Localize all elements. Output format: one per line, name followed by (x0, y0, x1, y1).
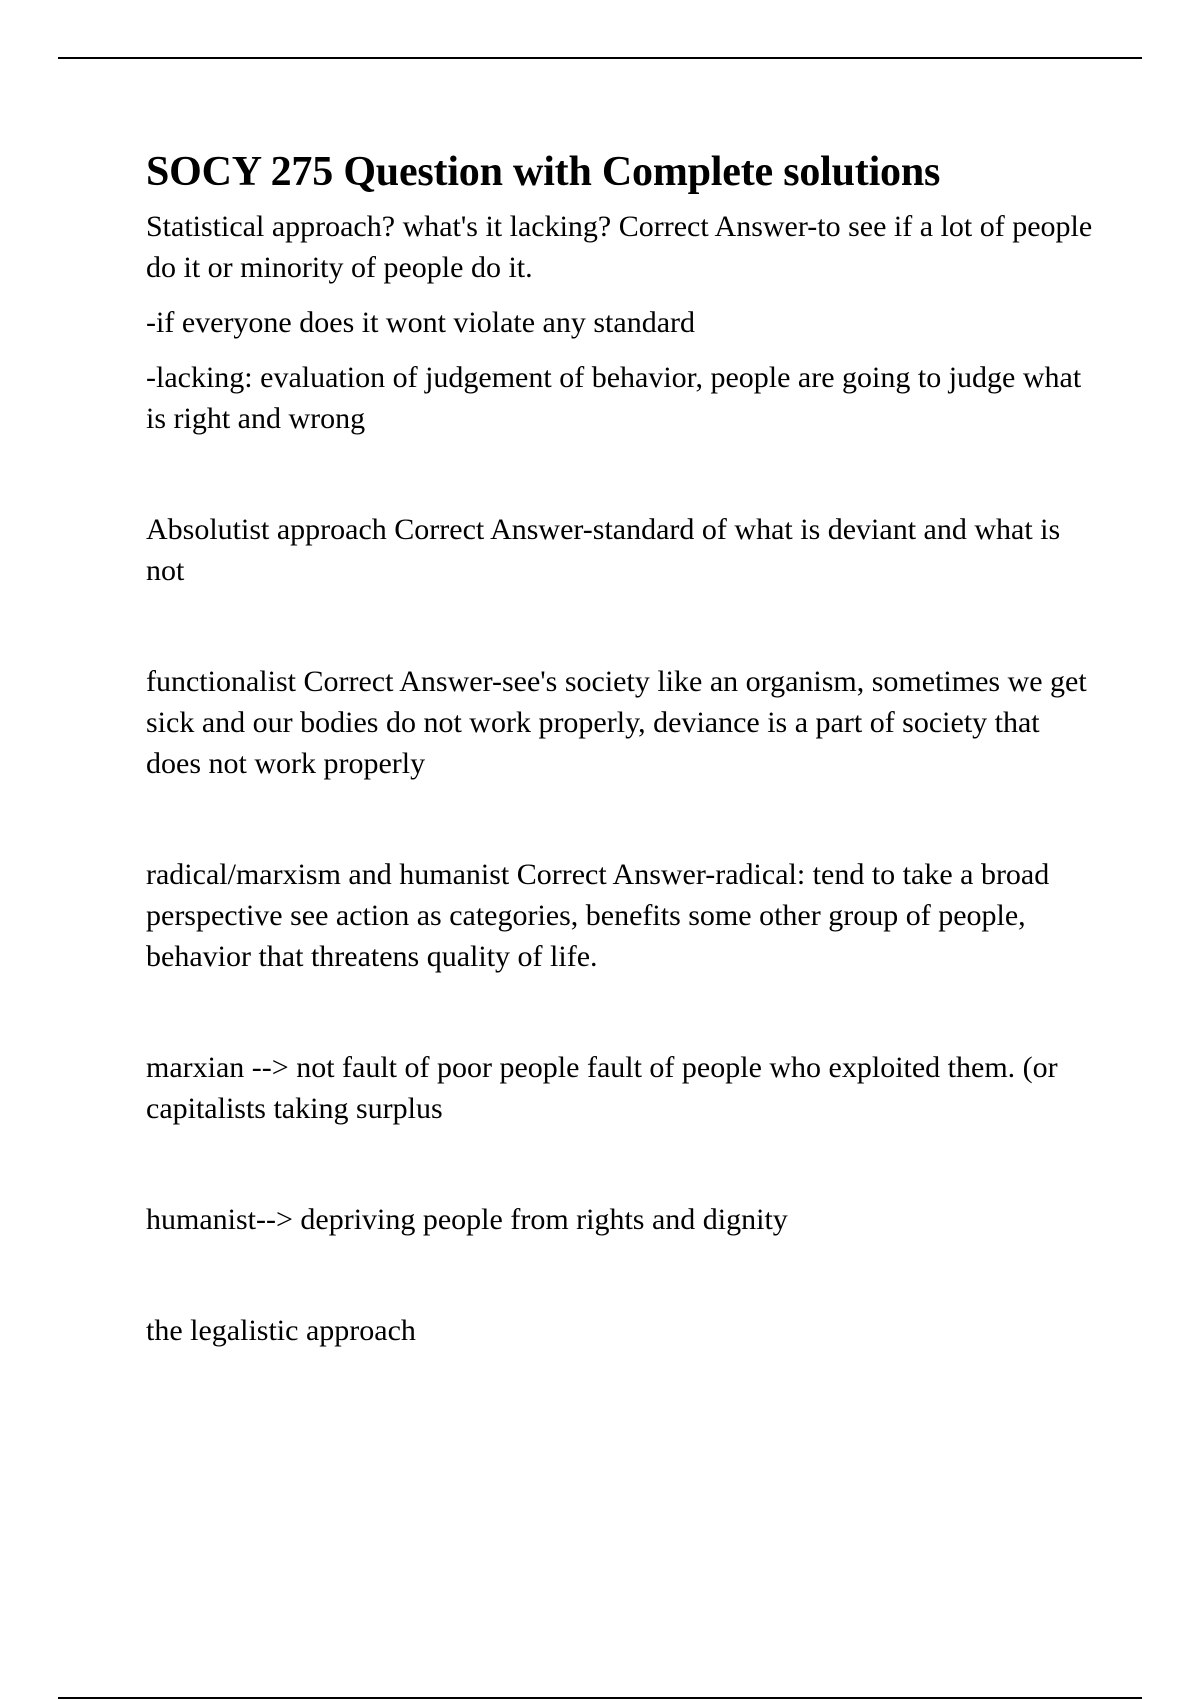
top-rule (58, 57, 1142, 59)
paragraph-if-everyone: -if everyone does it wont violate any standard (146, 306, 695, 339)
paragraph-statistical-approach: Statistical approach? what's it lacking? Correct Answer-to see if a lot of people do it or minority of people do it. (146, 210, 1093, 284)
bottom-rule (58, 1697, 1142, 1699)
paragraph-humanist: humanist--> depriving people from rights and dignity (146, 1203, 788, 1236)
paragraph-legalistic-approach: the legalistic approach (146, 1314, 416, 1347)
paragraph-functionalist: functionalist Correct Answer-see's society like an organism, sometimes we get sick and our bodies do not work properly, deviance is a part of society that does not work properly (146, 665, 1087, 780)
document-body (146, 146, 1096, 1351)
paragraph-lacking: -lacking: evaluation of judgement of behavior, people are going to judge what is right and wrong (146, 361, 1082, 435)
paragraph-radical-marxism-humanist: radical/marxism and humanist Correct Answer-radical: tend to take a broad perspective see action as categories, benefits some other group of people, behavior that threatens quality of life. (146, 858, 1050, 973)
paragraph-absolutist-approach: Absolutist approach Correct Answer-standard of what is deviant and what is not (146, 513, 1061, 587)
paragraph-marxian: marxian --> not fault of poor people fault of people who exploited them. (or capitalists taking surplus (146, 1051, 1058, 1125)
document-title: SOCY 275 Question with Complete solutions (146, 149, 941, 195)
